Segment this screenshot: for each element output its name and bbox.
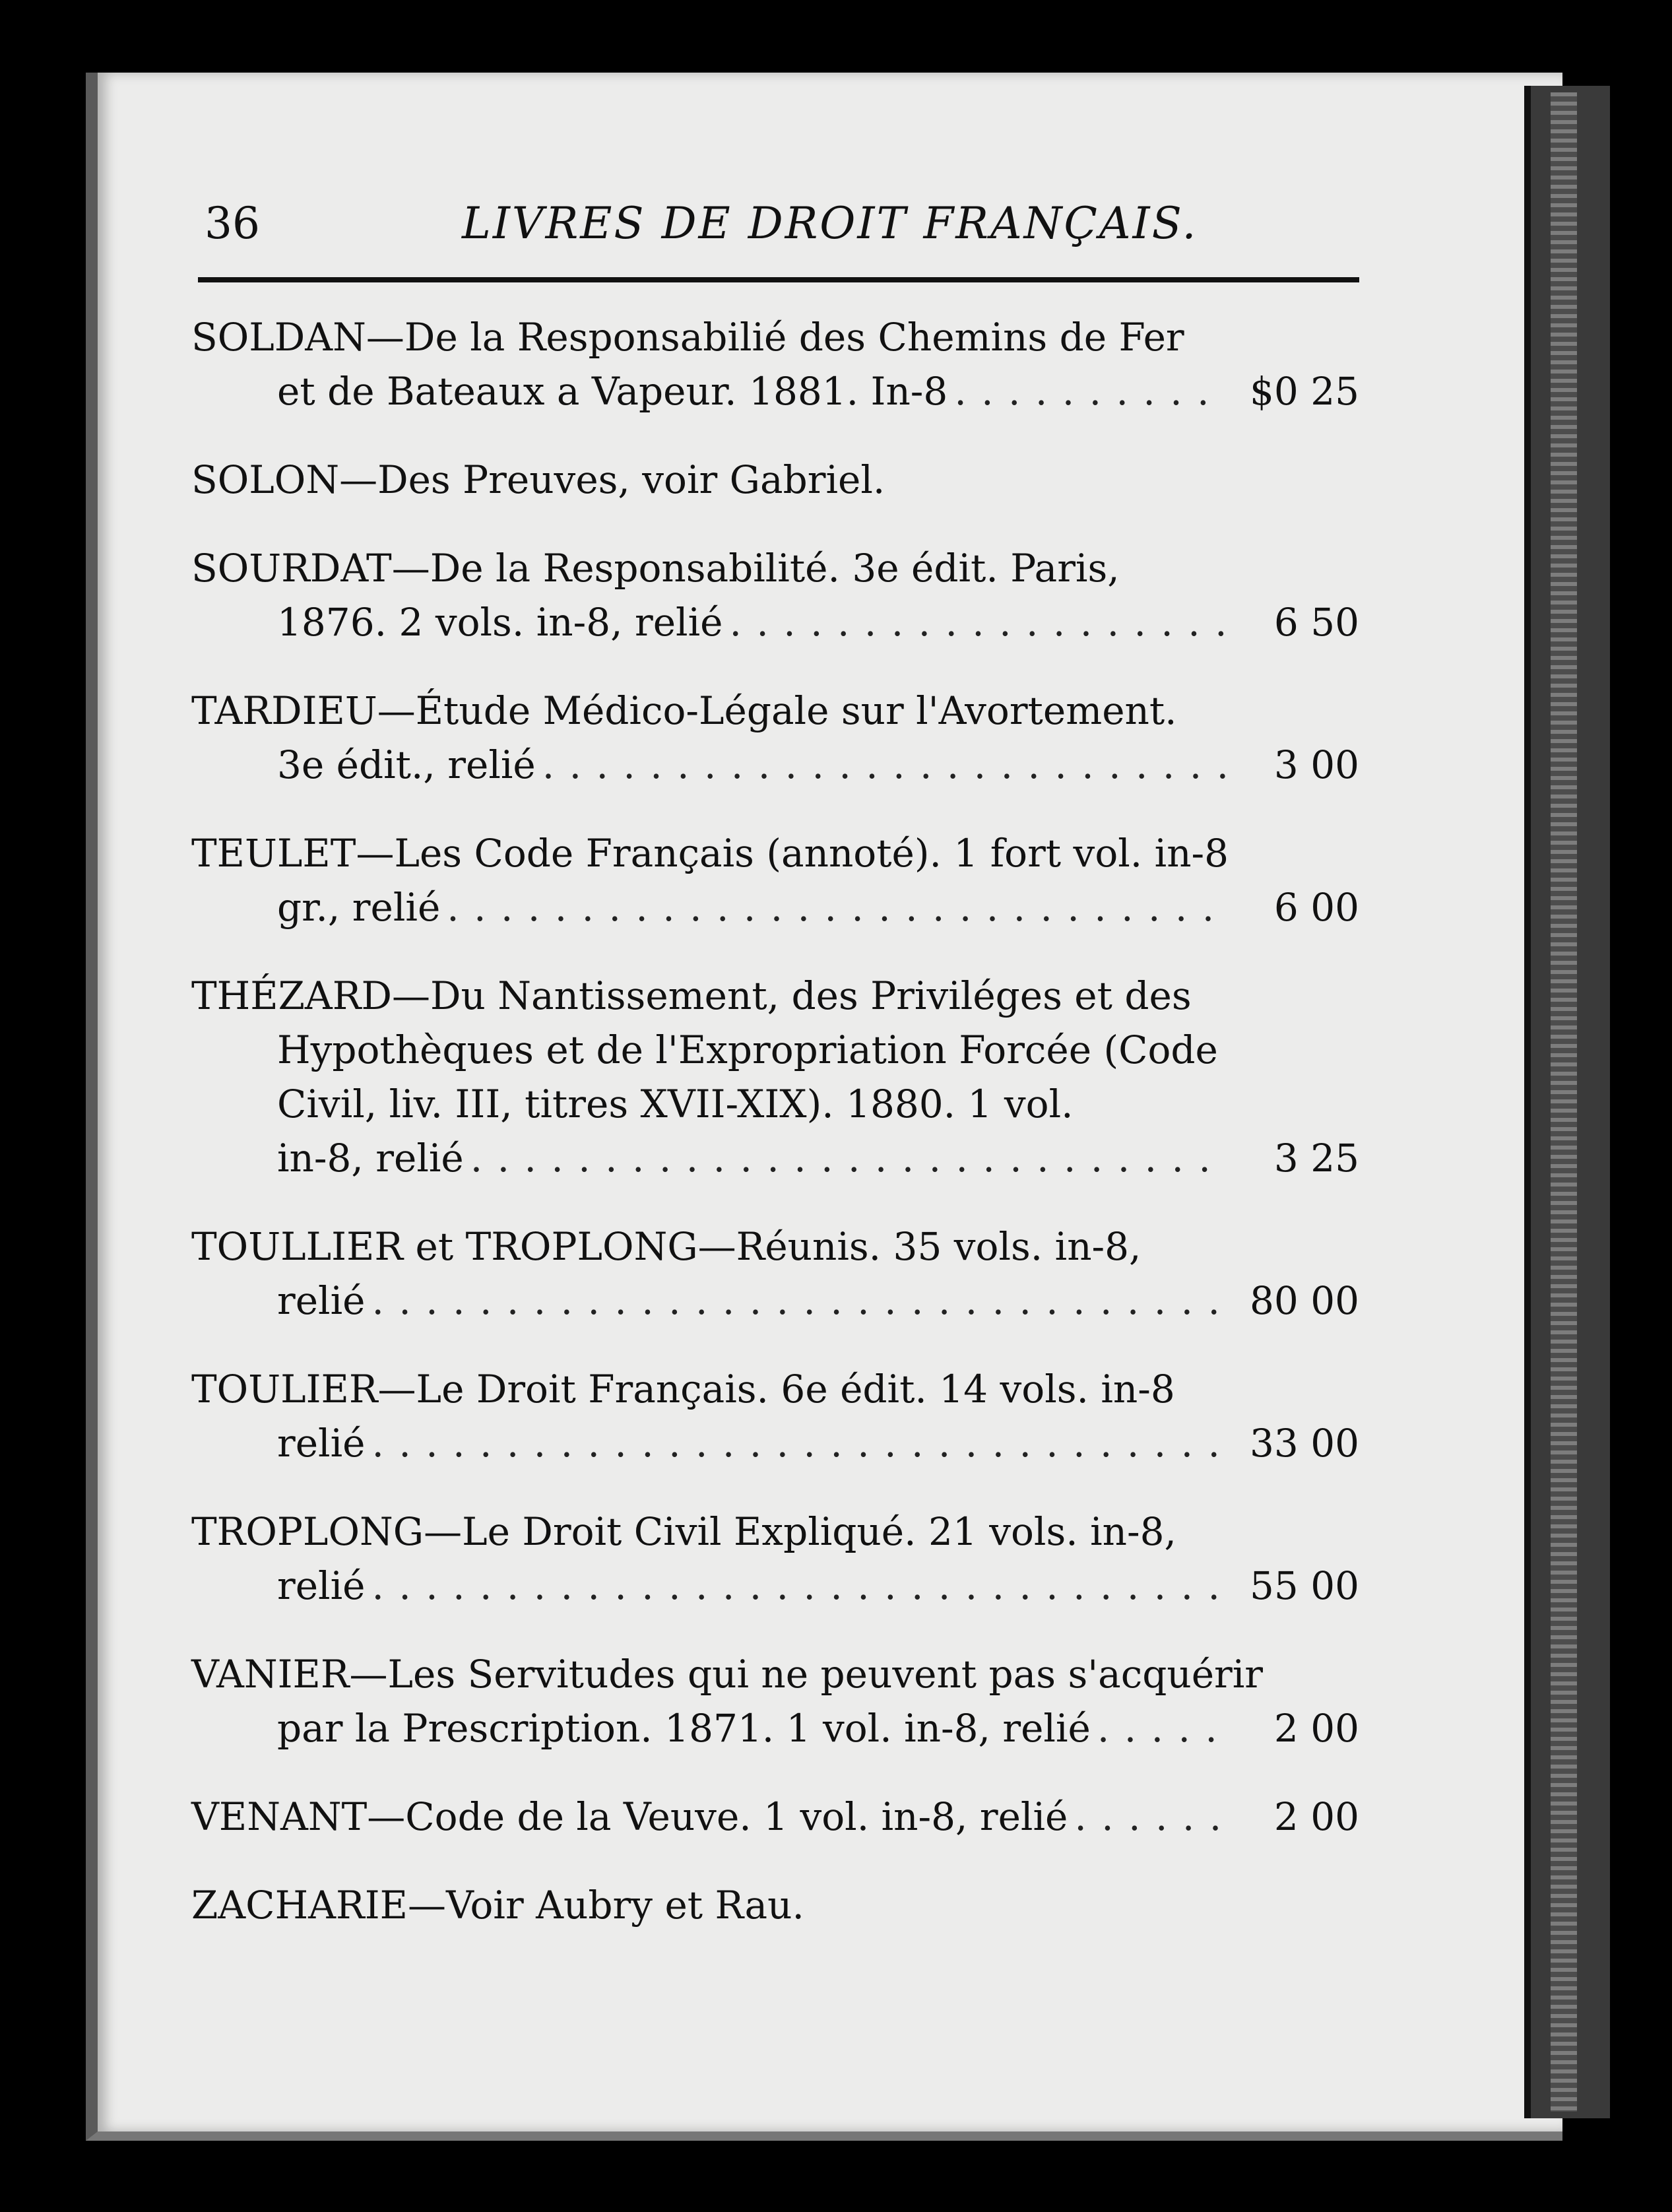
catalog-entry <box>191 1647 1359 1755</box>
catalog-entry <box>191 310 1359 418</box>
entry-detail: relié <box>277 1563 366 1608</box>
entry-line <box>191 364 1359 418</box>
entry-line <box>191 1220 1359 1274</box>
entry-price: 6 50 <box>1273 600 1359 645</box>
entry-line <box>191 969 1359 1023</box>
entry-title: SOLON—Des Preuves, voir Gabriel. <box>191 457 885 502</box>
catalog-entry <box>191 1790 1359 1844</box>
entry-title: TEULET—Les Code Français (annoté). 1 fort vol. in-8 <box>191 831 1229 876</box>
entry-detail: et de Bateaux a Vapeur. 1881. In-8 <box>277 369 948 414</box>
entry-title: TARDIEU—Étude Médico-Légale sur l'Avortement. <box>191 688 1177 733</box>
book-page-edge-texture <box>1551 92 1577 2112</box>
entry-line <box>191 595 1359 649</box>
entry-price: 2 00 <box>1273 1794 1359 1839</box>
catalog-entry <box>191 826 1359 934</box>
catalog-entry <box>191 1220 1359 1328</box>
page-header <box>205 198 1359 251</box>
entry-line <box>191 1416 1359 1470</box>
entry-line <box>191 1274 1359 1328</box>
entry-title: TOULLIER et TROPLONG—Réunis. 35 vols. in-8, <box>191 1224 1141 1269</box>
entry-title: THÉZARD—Du Nantissement, des Priviléges et des <box>191 973 1192 1018</box>
entry-detail: par la Prescription. 1871. 1 vol. in-8, relié <box>277 1706 1091 1751</box>
entry-line <box>191 1023 1359 1077</box>
dot-leader <box>371 1416 1227 1470</box>
entry-title: VANIER—Les Servitudes qui ne peuvent pas s'acquérir <box>191 1652 1264 1697</box>
catalog-entry <box>191 1878 1359 1932</box>
entry-price: 3 00 <box>1273 742 1359 787</box>
entry-price: $0 25 <box>1249 369 1359 414</box>
dot-leader <box>470 1131 1227 1185</box>
entry-line <box>191 1559 1359 1613</box>
dot-leader <box>729 595 1227 649</box>
entry-price: 33 00 <box>1249 1421 1359 1466</box>
entry-price: 80 00 <box>1249 1278 1359 1323</box>
entry-line <box>191 1701 1359 1755</box>
catalog-entry <box>191 1505 1359 1613</box>
entry-line <box>191 880 1359 934</box>
entry-price: 3 25 <box>1273 1136 1359 1181</box>
entry-line <box>191 1647 1359 1701</box>
entry-line <box>191 1505 1359 1559</box>
page-number: 36 <box>205 198 260 249</box>
entry-line <box>191 1878 1359 1932</box>
entry-line <box>191 738 1359 792</box>
dot-leader <box>1097 1701 1227 1755</box>
entry-detail: Hypothèques et de l'Expropriation Forcée (Code <box>277 1027 1218 1072</box>
entry-title: SOLDAN—De la Responsabilié des Chemins de Fer <box>191 315 1184 360</box>
entry-line <box>191 1131 1359 1185</box>
entry-line <box>191 1790 1359 1844</box>
dot-leader <box>1074 1790 1227 1844</box>
entry-title: ZACHARIE—Voir Aubry et Rau. <box>191 1883 804 1928</box>
dot-leader <box>447 880 1227 934</box>
entry-detail: gr., relié <box>277 885 441 930</box>
catalog-entry <box>191 1362 1359 1470</box>
header-rule <box>198 277 1359 282</box>
entry-title: SOURDAT—De la Responsabilité. 3e édit. Paris, <box>191 546 1120 591</box>
entry-line <box>191 684 1359 738</box>
entry-detail: Civil, liv. III, titres XVII-XIX). 1880. 1 vol. <box>277 1082 1074 1126</box>
dot-leader <box>954 364 1227 418</box>
entry-line <box>191 541 1359 595</box>
entry-title: VENANT—Code de la Veuve. 1 vol. in-8, relié <box>191 1794 1068 1839</box>
dot-leader <box>371 1559 1227 1613</box>
dot-leader <box>371 1274 1227 1328</box>
entry-detail: in-8, relié <box>277 1136 464 1181</box>
catalog-entry <box>191 541 1359 649</box>
entry-detail: 1876. 2 vols. in-8, relié <box>277 600 723 645</box>
catalog-entry <box>191 453 1359 507</box>
entry-price: 6 00 <box>1273 885 1359 930</box>
entry-line <box>191 310 1359 364</box>
catalog-entry <box>191 969 1359 1185</box>
entry-detail: relié <box>277 1278 366 1323</box>
entry-line <box>191 1362 1359 1416</box>
entry-line <box>191 826 1359 880</box>
dot-leader <box>542 738 1227 792</box>
entry-price: 55 00 <box>1249 1563 1359 1608</box>
running-title: LIVRES DE DROIT FRANÇAIS. <box>462 198 1198 249</box>
catalog-entries <box>191 310 1359 1967</box>
entry-line <box>191 453 1359 507</box>
catalog-entry <box>191 684 1359 792</box>
entry-detail: 3e édit., relié <box>277 742 536 787</box>
entry-detail: relié <box>277 1421 366 1466</box>
entry-title: TROPLONG—Le Droit Civil Expliqué. 21 vols. in-8, <box>191 1509 1176 1554</box>
entry-title: TOULIER—Le Droit Français. 6e édit. 14 vols. in-8 <box>191 1367 1175 1412</box>
entry-price: 2 00 <box>1273 1706 1359 1751</box>
entry-line <box>191 1077 1359 1131</box>
